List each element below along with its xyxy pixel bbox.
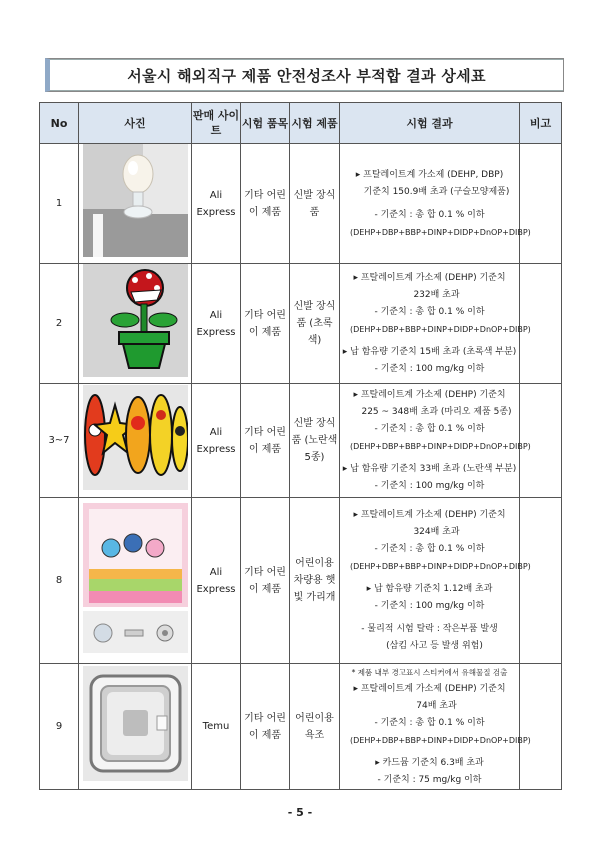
cell-remark bbox=[520, 664, 562, 790]
cell-item: 기타 어린이 제품 bbox=[241, 264, 290, 384]
table-row bbox=[40, 664, 562, 790]
header-no: No bbox=[40, 103, 79, 144]
cell-photo bbox=[79, 144, 192, 264]
cell-remark bbox=[520, 144, 562, 264]
cell-product: 어린이용 욕조 bbox=[290, 664, 340, 790]
cell-no: 1 bbox=[40, 144, 79, 264]
cell-no: 8 bbox=[40, 498, 79, 664]
header-remark: 비고 bbox=[520, 103, 562, 144]
product-photo-pearl-charm bbox=[83, 144, 188, 257]
cell-product: 어린이용 차량용 햇빛 가리개 bbox=[290, 498, 340, 664]
table-row bbox=[40, 498, 562, 664]
cell-site: Ali Express bbox=[192, 384, 241, 498]
table-row bbox=[40, 264, 562, 384]
cell-site: Temu bbox=[192, 664, 241, 790]
product-photo-mario-charms bbox=[83, 385, 188, 490]
table-row bbox=[40, 384, 562, 498]
cell-item: 기타 어린이 제품 bbox=[241, 384, 290, 498]
cell-item: 기타 어린이 제품 bbox=[241, 664, 290, 790]
cell-result: ▸ 프탈레이트계 가소제 (DEHP) 기준치 232배 초과 - 기준치 : 총 합 0.1 % 이하 (DEHP+DBP+BBP+DINP+DIDP+DnOP+DIBP) ▸ 납 함유량 기준치 15배 초과 (초록색 부분) - 기준치 : 100 mg/kg 이하 bbox=[340, 264, 520, 384]
header-result: 시험 결과 bbox=[340, 103, 520, 144]
header-product: 시험 제품 bbox=[290, 103, 340, 144]
product-photo-plant-charm bbox=[83, 264, 188, 377]
cell-product: 신발 장식품 (초록색) bbox=[290, 264, 340, 384]
table-header-row bbox=[40, 103, 562, 144]
cell-no: 2 bbox=[40, 264, 79, 384]
cell-site: Ali Express bbox=[192, 498, 241, 664]
product-photo-bathtub bbox=[83, 666, 188, 781]
cell-result: ▸ 프탈레이트계 가소제 (DEHP, DBP) 기준치 150.9배 초과 (구슬모양제품) - 기준치 : 총 합 0.1 % 이하 (DEHP+DBP+BBP+DINP+DIDP+DnOP+DIBP) bbox=[340, 144, 520, 264]
cell-photo bbox=[79, 384, 192, 498]
cell-photo bbox=[79, 264, 192, 384]
cell-remark bbox=[520, 498, 562, 664]
page-number: - 5 - bbox=[287, 806, 313, 819]
cell-product: 신발 장식품 bbox=[290, 144, 340, 264]
product-photo-sunshade bbox=[83, 503, 188, 653]
table-row bbox=[40, 144, 562, 264]
cell-site: Ali Express bbox=[192, 264, 241, 384]
page-title bbox=[45, 58, 564, 92]
cell-item: 기타 어린이 제품 bbox=[241, 498, 290, 664]
header-item: 시험 품목 bbox=[241, 103, 290, 144]
header-photo: 사진 bbox=[79, 103, 192, 144]
cell-result: * 제품 내부 경고표시 스티커에서 유해물질 검출 ▸ 프탈레이트계 가소제 (DEHP) 기준치 74배 초과 - 기준치 : 총 합 0.1 % 이하 (DEHP+DBP+BBP+DINP+DIDP+DnOP+DIBP) ▸ 카드뮴 기준치 6.3배 초과 - 기준치 : 75 mg/kg 이하 bbox=[340, 664, 520, 790]
cell-site: Ali Express bbox=[192, 144, 241, 264]
cell-no: 3~7 bbox=[40, 384, 79, 498]
title-text: 서울시 해외직구 제품 안전성조사 부적합 결과 상세표 bbox=[127, 66, 486, 85]
cell-item: 기타 어린이 제품 bbox=[241, 144, 290, 264]
header-site: 판매 사이트 bbox=[192, 103, 241, 144]
cell-result: ▸ 프탈레이트계 가소제 (DEHP) 기준치 324배 초과 - 기준치 : 총 합 0.1 % 이하 (DEHP+DBP+BBP+DINP+DIDP+DnOP+DIBP) ▸ 납 함유량 기준치 1.12배 초과 - 기준치 : 100 mg/kg 이하 - 물리적 시험 탈락 : 작은부품 발생 (삼킴 사고 등 발생 위험) bbox=[340, 498, 520, 664]
cell-photo bbox=[79, 498, 192, 664]
cell-result: ▸ 프탈레이트계 가소제 (DEHP) 기준치 225 ~ 348배 초과 (마리오 제품 5종) - 기준치 : 총 합 0.1 % 이하 (DEHP+DBP+BBP+DINP+DIDP+DnOP+DIBP) ▸ 납 함유량 기준치 33배 초과 (노란색 부분) - 기준치 : 100 mg/kg 이하 bbox=[340, 384, 520, 498]
cell-photo bbox=[79, 664, 192, 790]
results-table bbox=[39, 102, 562, 790]
cell-no: 9 bbox=[40, 664, 79, 790]
cell-product: 신발 장식품 (노란색5종) bbox=[290, 384, 340, 498]
